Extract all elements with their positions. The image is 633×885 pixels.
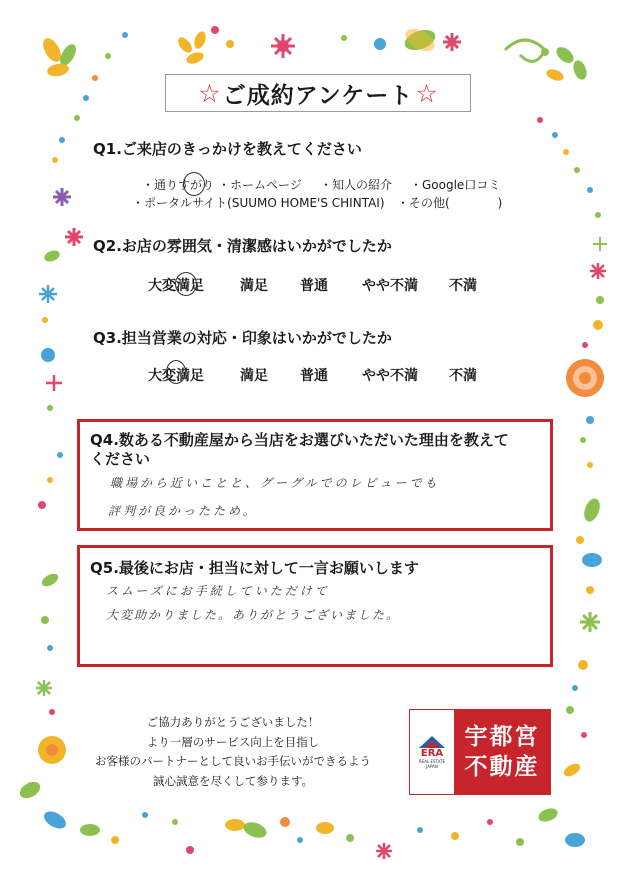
q3-option-dissatisfied[interactable]: 不満 [449, 368, 477, 384]
company-name-line2: 不動産 [464, 754, 540, 780]
q2-question: Q2.お店の雰囲気・清潔感はいかがでしたか [93, 237, 392, 255]
thanks-line-3: お客様のパートナーとして良いお手伝いができるよう [95, 754, 371, 768]
company-logo [409, 709, 551, 795]
q2-option-somewhat-dissatisfied[interactable]: やや不満 [362, 278, 418, 294]
q3-option-very-satisfied[interactable]: 大変満足 [148, 368, 204, 384]
q1-option-referral[interactable]: ・知人の紹介 [320, 178, 393, 192]
q1-option-other[interactable]: ・その他( ) [397, 196, 503, 210]
era-subtitle-1: REAL ESTATE [418, 758, 446, 764]
q1-option-passing[interactable]: ・通りすがり [142, 178, 215, 192]
q4-handwritten-answer-line1: 職場から近いことと、グーグルでのレビューでも [110, 476, 440, 490]
q5-answer-box[interactable] [77, 545, 553, 667]
q5-question: Q5.最後にお店・担当に対して一言お願いします [90, 559, 419, 577]
star-icon: ☆ [415, 78, 438, 108]
era-brand: ERA [420, 747, 444, 759]
q1-option-portal[interactable]: ・ポータルサイト(SUUMO HOME'S CHINTAI) [132, 196, 385, 210]
q1-selection-mark [183, 172, 205, 196]
company-name-line1: 宇都宮 [464, 724, 540, 750]
thanks-line-4: 誠心誠意を尽くして参ります。 [152, 773, 314, 788]
q1-option-google[interactable]: ・Google口コミ [410, 178, 501, 192]
q4-question-line2: ください [90, 450, 151, 468]
q5-handwritten-answer-line2: 大変助かりました。ありがとうございました。 [106, 608, 401, 622]
q1-question: Q1.ご来店のきっかけを教えてください [93, 140, 362, 158]
q2-option-satisfied[interactable]: 満足 [240, 278, 268, 294]
q3-selection-mark [166, 360, 186, 384]
q3-option-somewhat-dissatisfied[interactable]: やや不満 [362, 368, 418, 384]
star-icon: ☆ [198, 78, 221, 108]
q4-answer-box[interactable] [77, 419, 553, 531]
era-subtitle-2: JAPAN [426, 763, 438, 769]
q4-handwritten-answer-line2: 評判が良かったため。 [108, 504, 258, 518]
q2-option-dissatisfied[interactable]: 不満 [449, 278, 477, 294]
q1-option-homepage[interactable]: ・ホームページ [218, 178, 302, 192]
q2-option-very-satisfied[interactable]: 大変満足 [148, 278, 204, 294]
q3-option-neutral[interactable]: 普通 [300, 368, 328, 384]
q3-question: Q3.担当営業の対応・印象はいかがでしたか [93, 329, 392, 347]
company-name [454, 710, 550, 794]
q3-option-satisfied[interactable]: 満足 [240, 368, 268, 384]
era-roof-icon [419, 736, 445, 748]
q5-handwritten-answer-line1: スムーズにお手続していただけて [106, 584, 330, 598]
era-logo [410, 710, 454, 794]
thanks-line-1: ご協力ありがとうございました！ [146, 715, 320, 729]
thanks-message [78, 713, 388, 791]
q2-selection-mark [175, 272, 197, 296]
survey-title [165, 74, 471, 112]
title-text: ご成約アンケート [222, 82, 414, 109]
q4-question-line1: Q4.数ある不動産屋から当店をお選びいただいた理由を教えて [90, 431, 509, 449]
q2-option-neutral[interactable]: 普通 [300, 278, 328, 294]
thanks-line-2: より一層のサービス向上を目指し [146, 734, 320, 749]
